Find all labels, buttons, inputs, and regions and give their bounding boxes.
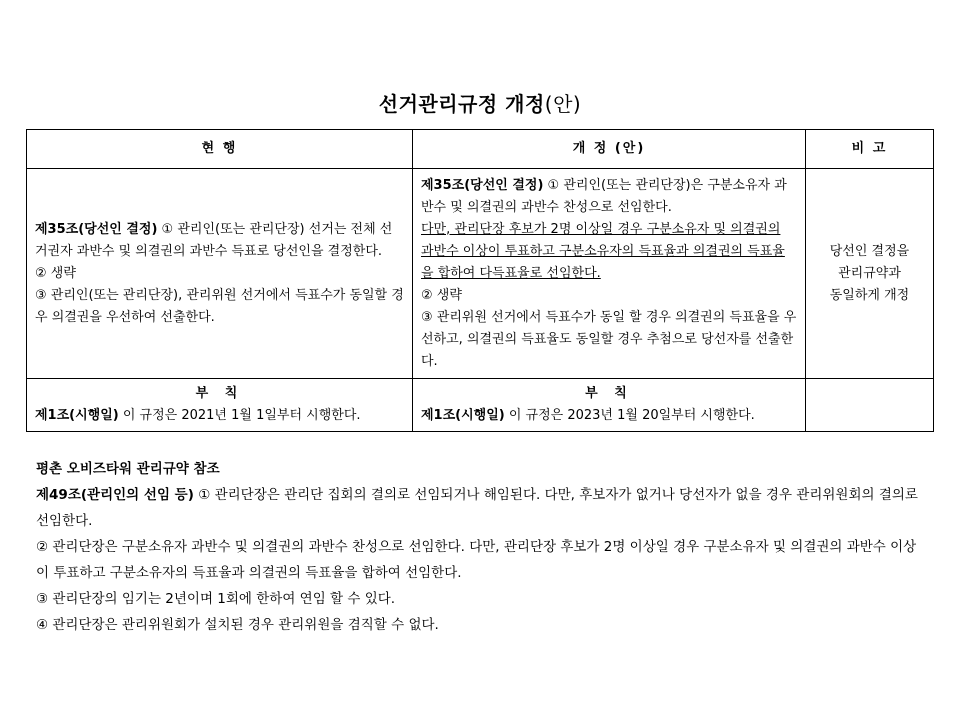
document-title (0, 88, 960, 117)
revised-clause3: ③ 관리위원 선거에서 득표수가 동일 할 경우 의결권의 득표율을 우선하고, 의결권의 득표율도 동일할 경우 추첨으로 당선자를 선출한다. (421, 309, 797, 369)
notes-para4: ④ 관리단장은 관리위원회가 설치된 경우 관리위원을 겸직할 수 없다. (36, 617, 439, 633)
header-revised: 개 정 (안) (413, 130, 806, 169)
revised-effective-heading: 제1조(시행일) (421, 408, 505, 423)
current-supplementary-label: 부 칙 (195, 386, 244, 401)
header-current: 현 행 (27, 130, 413, 169)
revised-clause1-underlined: 다만, 관리단장 후보가 2명 이상일 경우 구분소유자 및 의결권의 과반수 이상이 투표하고 구분소유자의 득표율과 의결권의 득표율을 합하여 다득표율로 선임한다. (421, 221, 785, 281)
revised-supplementary-label: 부 칙 (585, 386, 633, 401)
notes-article49 (36, 482, 926, 534)
revised-article-cell (413, 169, 806, 379)
table-row-article35 (27, 169, 934, 379)
notes-heading: 평촌 오비즈타워 관리규약 참조 (36, 461, 220, 477)
header-remark: 비 고 (806, 130, 934, 169)
current-clause1: ① 관리인(또는 관리단장) 선거는 전체 선거권자 과반수 및 의결권의 과반수 득표로 당선인을 결정한다. (35, 221, 393, 259)
table-header-row (27, 130, 934, 169)
title-paren: (안) (544, 92, 582, 116)
comparison-table (26, 129, 934, 432)
current-article-heading: 제35조(당선인 결정) (35, 221, 158, 237)
supplementary-remark-cell (806, 379, 934, 432)
table-row-supplementary (27, 379, 934, 432)
current-effective-text: 이 규정은 2021년 1월 1일부터 시행한다. (118, 408, 361, 423)
current-clause2: ② 생략 (35, 265, 76, 281)
article49-heading: 제49조(관리인의 선임 등) (36, 487, 194, 503)
current-clause3: ③ 관리인(또는 관리단장), 관리위원 선거에서 득표수가 동일할 경우 의결권을 우선하여 선출한다. (35, 287, 404, 325)
article49-text: ① 관리단장은 관리단 집회의 결의로 선임되거나 해임된다. 다만, 후보자가 없거나 당선자가 없을 경우 관리위원회의 결의로 선임한다. (36, 487, 918, 529)
current-article-cell (27, 169, 413, 379)
revised-effective-text: 이 규정은 2023년 1월 20일부터 시행한다. (504, 408, 755, 423)
revised-article-heading: 제35조(당선인 결정) (421, 177, 544, 193)
notes-para3: ③ 관리단장의 임기는 2년이며 1회에 한하여 연임 할 수 있다. (36, 591, 396, 607)
reference-notes (36, 456, 926, 638)
current-supplementary-cell (27, 379, 413, 432)
revised-clause1: ① 관리인(또는 관리단장)은 구분소유자 과반수 및 의결권의 과반수 찬성으로 선임한다. (421, 177, 787, 215)
remark-line2: 관리규약과 (838, 265, 901, 281)
revised-clause2: ② 생략 (421, 287, 462, 303)
current-effective-heading: 제1조(시행일) (35, 408, 119, 423)
title-main: 선거관리규정 개정 (378, 92, 545, 116)
remark-cell (806, 169, 934, 379)
revised-supplementary-cell (413, 379, 806, 432)
remark-line3: 동일하게 개정 (829, 287, 910, 303)
remark-line1: 당선인 결정을 (829, 243, 910, 259)
notes-para2: ② 관리단장은 구분소유자 과반수 및 의결권의 과반수 찬성으로 선임한다. 다만, 관리단장 후보가 2명 이상일 경우 구분소유자 및 의결권의 과반수 이상이 투표하고 구분소유자의 득표율과 의결권의 득표율을 합하여 선임한다. (36, 539, 917, 581)
